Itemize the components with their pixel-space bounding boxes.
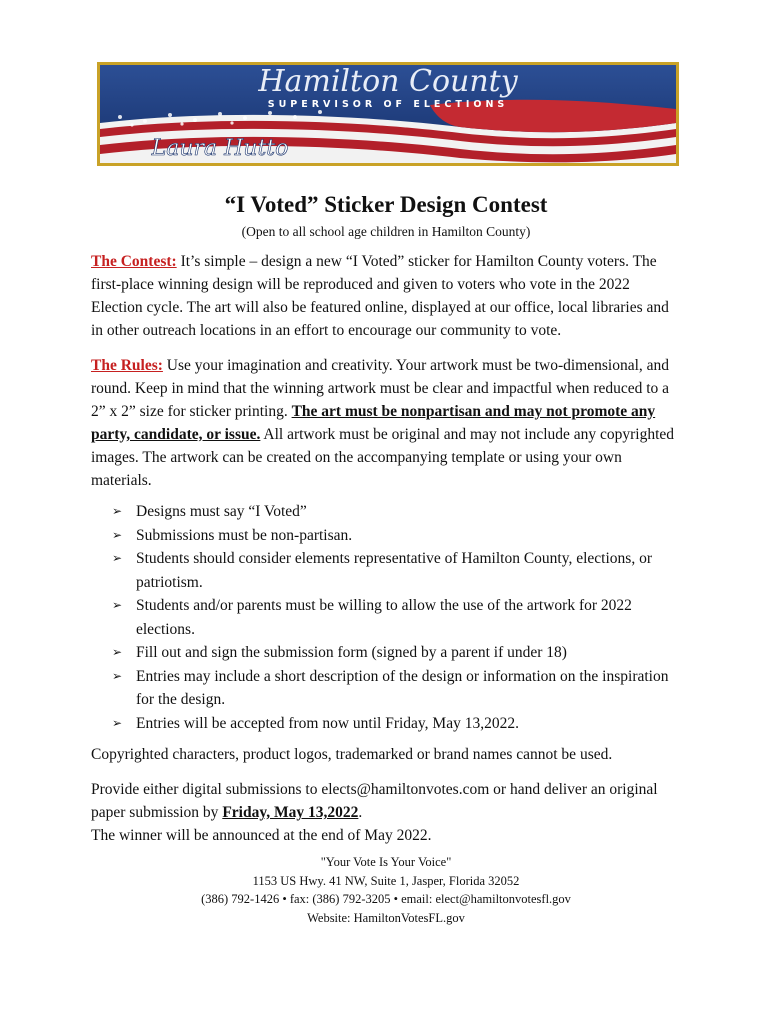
footer-address: 1153 US Hwy. 41 NW, Suite 1, Jasper, Florida 32052 [252,873,520,888]
list-item: ➢ Designs must say “I Voted” [136,500,681,524]
contest-label: The Contest: [91,253,177,270]
logo-county-text: Hamilton County [258,65,518,99]
contest-paragraph [91,250,681,342]
footer-website: Website: HamiltonVotesFL.gov [307,910,465,925]
rules-paragraph [91,354,681,492]
page-subtitle: (Open to all school age children in Hamilton County) [241,224,531,239]
footer-contact: (386) 792-1426 • fax: (386) 792-3205 • email: elect@hamiltonvotesfl.gov [201,892,571,906]
arrow-bullet-icon: ➢ [112,715,123,730]
page-title: “I Voted” Sticker Design Contest [224,192,548,217]
arrow-bullet-icon: ➢ [112,551,123,565]
header-banner [97,62,679,166]
list-item: ➢ Students should consider elements representative of Hamilton County, elections, or patriotism. [136,547,681,594]
list-item: ➢ Submissions must be non-partisan. [136,524,681,548]
flag-logo-image [100,65,676,163]
logo-name-text: Laura Hutto [151,136,289,161]
arrow-bullet-icon: ➢ [112,527,123,542]
list-item: ➢ Entries may include a short description of the design or information on the inspiration for the design. [136,665,681,712]
footer [91,853,681,927]
winner-announcement: The winner will be announced at the end of May 2022. [91,827,432,844]
submission-text-1: Provide either digital submissions to elects@hamiltonvotes.com or hand deliver an original paper submission by [91,781,658,821]
arrow-bullet-icon: ➢ [112,504,123,518]
rules-text-1: Use your imagination and creativity. Your artwork must be two-dimensional, and round. Keep in mind that the winning artwork must be clear and impactful when reduced to a 2” x 2” size for sticker printing. [91,357,670,420]
rules-label: The Rules: [91,357,163,374]
submission-paragraph: Provide either digital submissions to elects@hamiltonvotes.com or hand deliver an original paper submission by Friday, May 13,2022. The winner will be announced at the end of May 2022. [91,781,658,844]
footer-slogan: "Your Vote Is Your Voice" [320,855,452,869]
list-item: ➢ Entries will be accepted from now until Friday, May 13,2022. [136,712,681,736]
copyright-note: Copyrighted characters, product logos, trademarked or brand names cannot be used. [91,746,613,763]
list-item: ➢ Students and/or parents must be willing to allow the use of the artwork for 2022 elections. [136,594,681,641]
rules-text-2: All artwork must be original and may not include any copyrighted images. The artwork can be created on the accompanying template or using your own materials. [91,426,675,489]
document-body [91,190,681,927]
rules-list [91,500,681,735]
arrow-bullet-icon: ➢ [112,668,123,683]
arrow-bullet-icon: ➢ [112,598,123,612]
submission-deadline: Friday, May 13,2022 [222,804,359,821]
arrow-bullet-icon: ➢ [112,645,123,659]
contest-text: It’s simple – design a new “I Voted” sticker for Hamilton County voters. The first-place winning design will be reproduced and given to voters who vote in the 2022 Election cycle. The art will also be featured online, displayed at our office, local libraries and in other outreach locations in an effort to encourage our community to vote. [91,253,669,339]
list-item: ➢ Fill out and sign the submission form (signed by a parent if under 18) [136,641,681,665]
rules-emphasis: The art must be nonpartisan and may not promote any party, candidate, or issue. [91,403,656,443]
logo-office-text: SUPERVISOR OF ELECTIONS [267,99,509,110]
